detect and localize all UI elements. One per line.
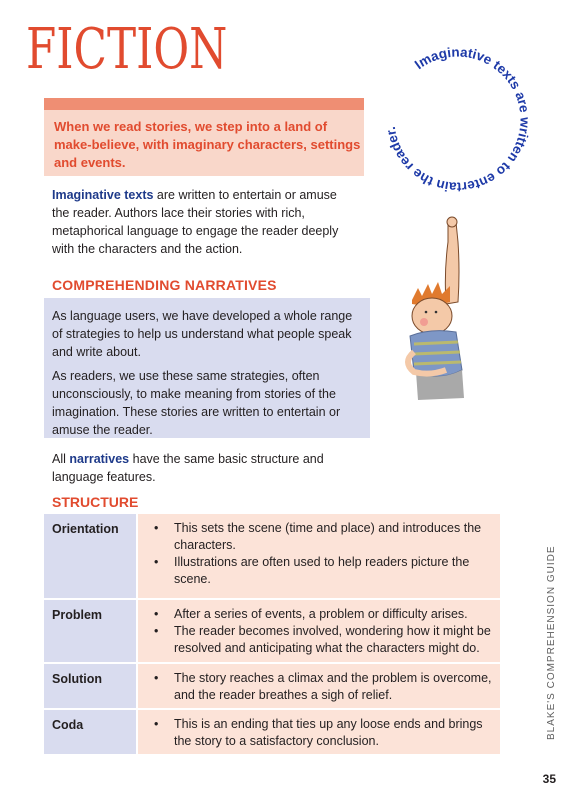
structure-row-orientation — [44, 514, 500, 598]
structure-label: Problem — [44, 600, 136, 662]
structure-item: • After a series of events, a problem or difficulty arises. — [146, 606, 492, 623]
intro-paragraph — [52, 186, 352, 258]
narratives-paragraph: All narratives have the same basic structure and language features. — [52, 452, 324, 484]
heading-structure: STRUCTURE — [52, 494, 139, 510]
keyword-narratives: narratives — [69, 452, 130, 466]
structure-label: Orientation — [44, 514, 136, 598]
page-number: 35 — [542, 772, 556, 786]
structure-table — [44, 514, 500, 756]
structure-item: • Illustrations are often used to help readers picture the scene. — [146, 554, 492, 588]
svg-text:Imaginative texts are written — [383, 45, 533, 195]
structure-item: • This is an ending that ties up any loose ends and brings the story to a satisfactory conclusion. — [146, 716, 492, 750]
structure-item: • The reader becomes involved, wondering how it might be resolved and anticipating what the characters might do. — [146, 623, 492, 657]
intro-box: When we read stories, we step into a land of make-believe, with imaginary characters, settings and events. — [44, 98, 364, 176]
structure-row-solution — [44, 664, 500, 708]
comprehending-paragraph: As readers, we use these same strategies, often unconsciously, to make meaning from stories of the imagination. These stories are written to entertain or amuse the reader. — [52, 369, 341, 437]
heading-comprehending-narratives: COMPREHENDING NARRATIVES — [52, 277, 277, 293]
structure-row-problem — [44, 600, 500, 662]
comprehending-paragraph: As language users, we have developed a whole range of strategies to help us understand what people speak and write about. — [52, 309, 353, 359]
intro-paragraph-text: are written to entertain or amuse the reader. Authors lace their stories with rich, metaphorical language to engage the reader deeply with the characters and the action. — [52, 188, 339, 256]
structure-label: Solution — [44, 664, 136, 708]
comprehending-box — [44, 298, 370, 438]
circle-text: Imaginative texts are written to entertain the reader. — [382, 44, 533, 195]
structure-row-coda — [44, 710, 500, 754]
side-book-title: BLAKE'S COMPREHENSION GUIDE — [546, 545, 557, 740]
structure-item: • This sets the scene (time and place) and introduces the characters. — [146, 520, 492, 554]
page-title: FICTION — [26, 17, 228, 82]
keyword-imaginative-texts: Imaginative texts — [52, 188, 154, 202]
structure-label: Coda — [44, 710, 136, 754]
boy-illustration — [400, 212, 510, 402]
structure-item: • The story reaches a climax and the problem is overcome, and the reader breathes a sigh of relief. — [146, 670, 492, 704]
